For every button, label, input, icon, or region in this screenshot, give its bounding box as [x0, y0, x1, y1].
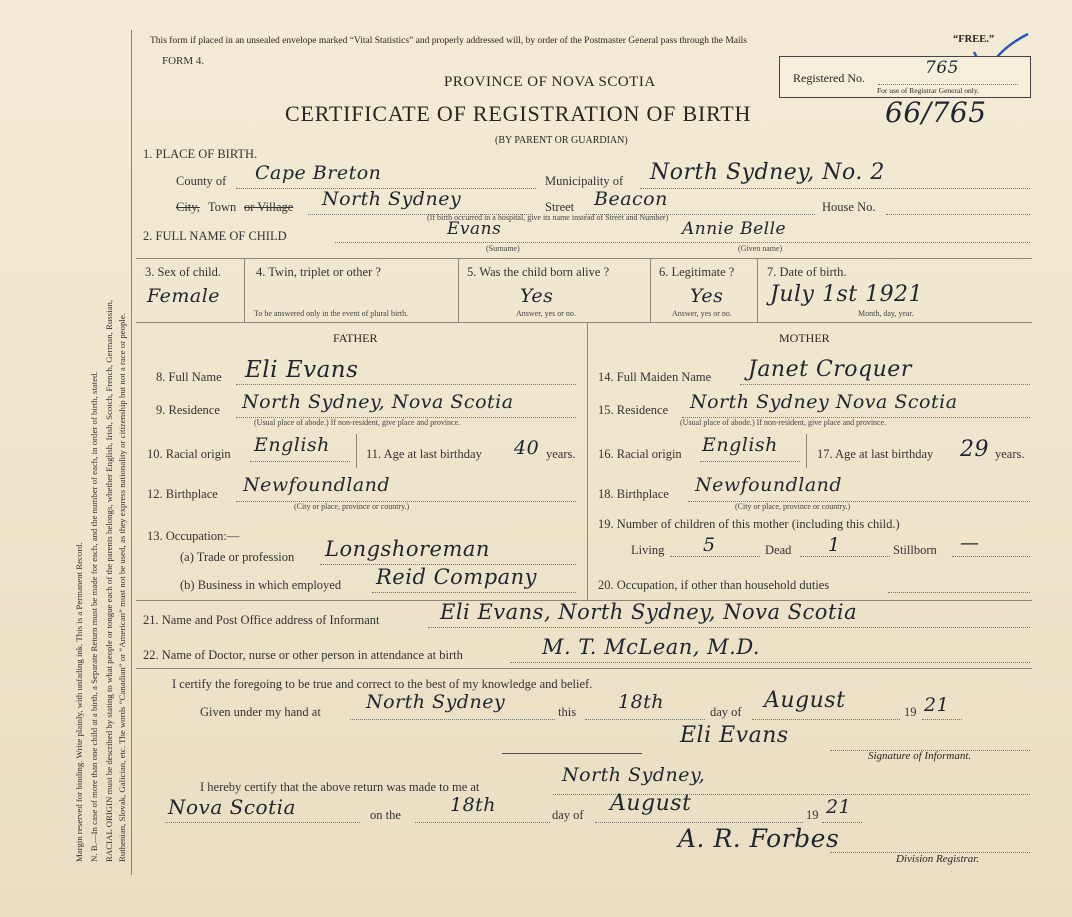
this-label: this [558, 705, 577, 719]
mother-birthplace-note: (City or place, province or country.) [735, 502, 851, 511]
mother-maiden-name: Janet Croquer [748, 357, 912, 382]
surname-caption: (Surname) [486, 244, 520, 253]
legitimate-value: Yes [690, 285, 724, 307]
city-label-struck: City, [176, 200, 200, 214]
registrar-caption: Division Registrar. [896, 853, 980, 865]
alive-note: Answer, yes or no. [516, 309, 576, 318]
street-label: Street [545, 200, 575, 214]
registrar-day: 18th [450, 794, 497, 816]
informant-signature-caption: Signature of Informant. [868, 750, 972, 762]
mother-age: 29 [960, 437, 989, 462]
father-trade: Longshoreman [325, 537, 490, 561]
legitimate-note: Answer, yes or no. [672, 309, 732, 318]
certify-text: I certify the foregoing to be true and correct to the best of my knowledge and belief. [172, 677, 593, 691]
given-under-label: Given under my hand at [200, 705, 321, 719]
stillborn-line [952, 556, 1030, 557]
dob-label: 7. Date of birth. [767, 265, 847, 279]
father-business-line [372, 592, 576, 593]
doctor-value: M. T. McLean, M.D. [542, 635, 761, 659]
father-racial-origin: English [254, 434, 330, 456]
given-day: 18th [618, 691, 665, 713]
given-place: North Sydney [366, 691, 506, 713]
mother-name-line [740, 384, 1030, 385]
father-name-label: 8. Full Name [156, 370, 222, 384]
doctor-line [510, 662, 1030, 663]
informant-signature: Eli Evans [680, 723, 789, 748]
father-racial-line [250, 461, 350, 462]
parents-divider [587, 322, 588, 600]
doctor-label: 22. Name of Doctor, nurse or other person in attendance at birth [143, 648, 463, 662]
mother-birthplace: Newfoundland [695, 474, 843, 496]
living-line [670, 556, 760, 557]
handwritten-reference: 66/765 [885, 96, 987, 129]
registrar-day-line [415, 822, 550, 823]
registered-line [878, 84, 1018, 85]
registrar-on-the-label: on the [370, 808, 401, 822]
father-birthplace-label: 12. Birthplace [147, 487, 218, 501]
informant-line [428, 627, 1030, 628]
registrar-year: 21 [826, 796, 852, 818]
dead-line [800, 556, 890, 557]
child-name-line [335, 242, 1030, 243]
town-value: North Sydney [322, 188, 462, 210]
father-age: 40 [514, 437, 540, 459]
free-label: “FREE.” [953, 34, 995, 45]
center-rule [502, 753, 642, 754]
house-label: House No. [822, 200, 876, 214]
given-place-line [350, 719, 555, 720]
province-heading: PROVINCE OF NOVA SCOTIA [444, 74, 656, 90]
hospital-note: (If birth occurred in a hospital, give its name instead of Street and Number) [427, 213, 669, 222]
mother-heading: MOTHER [779, 331, 830, 345]
registered-number: 765 [925, 58, 959, 78]
mother-racial-label: 16. Racial origin [598, 447, 682, 461]
given-year-prefix: 19 [904, 705, 917, 719]
father-trade-label: (a) Trade or profession [180, 550, 295, 564]
margin-note-3: RACIAL ORIGIN must be described by stating to what people or tongue each of the parents belongs, whether English, Irish, Scotch, French, German, Russian, [104, 299, 114, 862]
mother-residence-note: (Usual place of abode.) If non-resident, give place and province. [680, 418, 887, 427]
divider-1 [244, 258, 245, 322]
form-number: FORM 4. [162, 55, 205, 67]
town-label: Town [208, 200, 237, 214]
dob-note: Month, day, year. [858, 309, 914, 318]
mother-residence: North Sydney Nova Scotia [690, 391, 958, 413]
child-given-name: Annie Belle [682, 219, 787, 239]
mother-occupation-line [888, 592, 1030, 593]
house-line [886, 214, 1030, 215]
registered-note: For use of Registrar General only. [877, 86, 979, 95]
father-residence-label: 9. Residence [156, 403, 220, 417]
living-label: Living [631, 543, 665, 557]
registrar-text: I hereby certify that the above return was made to me at [200, 780, 480, 794]
given-name-caption: (Given name) [738, 244, 783, 253]
registrar-year-line [822, 822, 862, 823]
father-occupation-label: 13. Occupation:— [147, 529, 240, 543]
father-years-label: years. [546, 447, 576, 461]
father-age-label: 11. Age at last birthday [366, 447, 482, 461]
father-name: Eli Evans [245, 357, 359, 383]
registrar-day-of-label: day of [552, 808, 584, 822]
father-racial-label: 10. Racial origin [147, 447, 231, 461]
informant-value: Eli Evans, North Sydney, Nova Scotia [440, 600, 858, 624]
county-label: County of [176, 174, 227, 188]
mother-racial-origin: English [702, 434, 778, 456]
place-of-birth-heading: 1. PLACE OF BIRTH. [143, 147, 258, 161]
sex-value: Female [147, 285, 221, 307]
street-value: Beacon [594, 188, 668, 210]
mother-name-label: 14. Full Maiden Name [598, 370, 712, 384]
twin-note: To be answered only in the event of plural birth. [254, 309, 409, 318]
registrar-place-2: Nova Scotia [168, 795, 296, 819]
stillborn-count: — [960, 532, 980, 554]
father-residence-note: (Usual place of abode.) If non-resident, give place and province. [254, 418, 461, 427]
living-count: 5 [703, 534, 716, 556]
children-count-label: 19. Number of children of this mother (including this child.) [598, 517, 900, 531]
divider-3 [650, 258, 651, 322]
row-rule-top [136, 258, 1032, 259]
registrar-signature: A. R. Forbes [678, 824, 840, 853]
dead-count: 1 [828, 534, 841, 556]
stillborn-label: Stillborn [893, 543, 937, 557]
given-month: August [764, 688, 846, 713]
mother-birthplace-label: 18. Birthplace [598, 487, 669, 501]
alive-value: Yes [520, 285, 554, 307]
county-value: Cape Breton [255, 162, 382, 184]
dead-label: Dead [765, 543, 792, 557]
mother-residence-label: 15. Residence [598, 403, 669, 417]
registrar-month-line [595, 822, 803, 823]
father-heading: FATHER [333, 331, 378, 345]
given-month-line [752, 719, 900, 720]
given-year-line [922, 719, 962, 720]
margin-note-1: Margin reserved for binding. Write plainly, with unfading ink. This is a Permanent Record. [74, 542, 84, 862]
father-business-label: (b) Business in which employed [180, 578, 342, 592]
village-label-struck: or Village [244, 200, 294, 214]
father-business: Reid Company [376, 565, 538, 589]
registrar-month: August [610, 791, 692, 816]
father-birthplace-note: (City or place, province or country.) [294, 502, 410, 511]
mother-occupation-label: 20. Occupation, if other than household duties [598, 578, 830, 592]
legitimate-label: 6. Legitimate ? [659, 265, 735, 279]
given-day-line [585, 719, 705, 720]
registrar-place-1: North Sydney, [562, 764, 706, 786]
child-name-label: 2. FULL NAME OF CHILD [143, 229, 287, 243]
mother-years-label: years. [995, 447, 1025, 461]
margin-line [131, 30, 132, 875]
municipality-value: North Sydney, No. 2 [650, 160, 885, 185]
certificate-subtitle: (BY PARENT OR GUARDIAN) [495, 135, 628, 146]
margin-note-2: N. B.—In case of more than one child at a birth, a Separate Return must be made for each, and the number of each, in order of birth, stated. [89, 371, 99, 862]
registrar-place-2-line [165, 822, 360, 823]
dob-value: July 1st 1921 [770, 282, 924, 307]
sex-label: 3. Sex of child. [145, 265, 222, 279]
registered-label: Registered No. [793, 71, 865, 85]
father-age-divider [356, 434, 357, 468]
given-year: 21 [924, 694, 950, 716]
mother-racial-line [700, 461, 800, 462]
certify-rule [136, 668, 1032, 669]
top-notice: This form if placed in an unsealed envelope marked “Vital Statistics” and properly addressed will, by order of the Postmaster General pass through the Mails [150, 36, 747, 46]
alive-label: 5. Was the child born alive ? [467, 265, 610, 279]
margin-note-4: Ruthenian, Slovak, Galician, etc. The words “Canadian” or “American” must not be used, as they express nationality or citizenship but not a race or people. [117, 313, 127, 862]
informant-label: 21. Name and Post Office address of Informant [143, 613, 380, 627]
registrar-year-prefix: 19 [806, 808, 819, 822]
father-name-line [236, 384, 576, 385]
divider-4 [757, 258, 758, 322]
certificate-title: CERTIFICATE OF REGISTRATION OF BIRTH [285, 101, 752, 126]
child-surname: Evans [447, 219, 502, 239]
mother-age-label: 17. Age at last birthday [817, 447, 934, 461]
mother-age-divider [806, 434, 807, 468]
father-residence: North Sydney, Nova Scotia [242, 391, 514, 413]
twin-label: 4. Twin, triplet or other ? [256, 265, 381, 279]
municipality-label: Municipality of [545, 174, 624, 188]
given-day-of-label: day of [710, 705, 742, 719]
father-birthplace: Newfoundland [243, 474, 391, 496]
municipality-line [640, 188, 1030, 189]
divider-2 [458, 258, 459, 322]
row-rule-bottom [136, 322, 1032, 323]
